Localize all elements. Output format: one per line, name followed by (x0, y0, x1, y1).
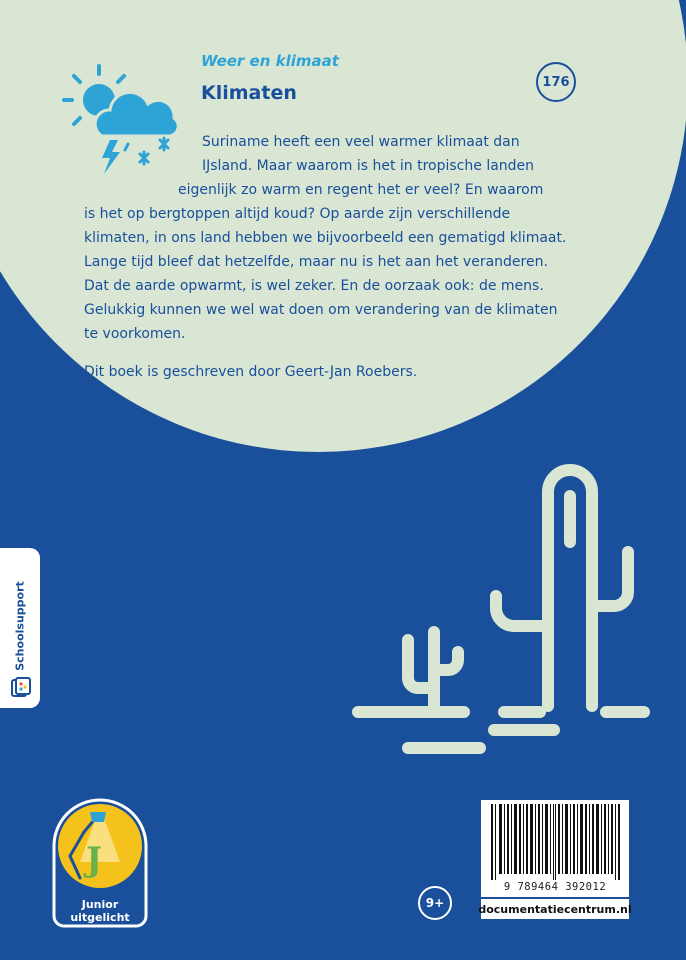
book-title: Klimaten (201, 82, 297, 104)
blurb-line: is het op bergtoppen altijd koud? Op aarde zijn verschillende (84, 206, 511, 222)
blurb-line: Dat de aarde opwarmt, is wel zeker. En de oorzaak ook: de mens. (84, 278, 544, 294)
blurb-line: eigenlijk zo warm en regent het er veel? En waarom (178, 182, 544, 198)
junior-letter: J (86, 840, 103, 880)
barcode-bars (487, 804, 623, 880)
blurb-line: Gelukkig kunnen we wel wat doen om verandering van de klimaten (84, 302, 558, 318)
series-title: Weer en klimaat (201, 52, 339, 70)
junior-label-1: Junior (81, 898, 119, 911)
schoolsupport-tab (0, 548, 40, 708)
weather-icon (62, 62, 182, 180)
documentatiecentrum-label: documentatiecentrum.nl (481, 899, 629, 919)
blurb-line: te voorkomen. (84, 326, 186, 342)
barcode (481, 800, 629, 897)
book-number: 176 (536, 62, 576, 102)
author-line: Dit boek is geschreven door Geert-Jan Roebers. (84, 364, 418, 380)
age-badge: 9+ (418, 886, 452, 920)
isbn-number: 9 789464 392012 (503, 881, 607, 893)
blurb-line: Lange tijd bleef dat hetzelfde, maar nu is het aan het veranderen. (84, 254, 548, 270)
schoolsupport-logo-icon (10, 676, 32, 698)
junior-label-2: uitgelicht (70, 911, 130, 924)
blurb-line: klimaten, in ons land hebben we bijvoorbeeld een gematigd klimaat. (84, 230, 567, 246)
blurb-line: IJsland. Maar waarom is het in tropische landen (202, 158, 535, 174)
cactus-icon (344, 456, 656, 766)
blurb-text (84, 130, 567, 346)
schoolsupport-label: Schoolsupport (13, 581, 27, 671)
blurb-line: Suriname heeft een veel warmer klimaat dan (202, 134, 520, 150)
